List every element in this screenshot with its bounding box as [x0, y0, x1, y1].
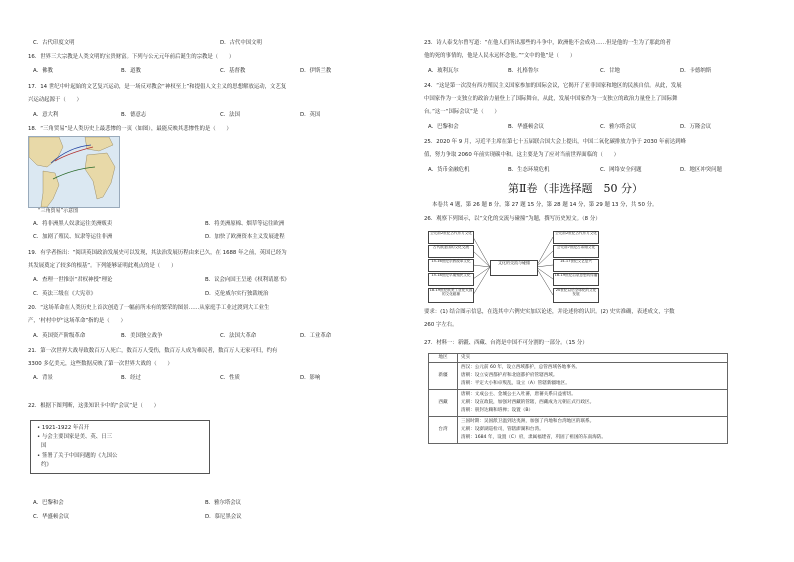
q24-stem-2: 中国家作为一支独立的政治力量登上了国际舞台，从此，发展中国家作为一支独立的政治力量登上了国际舞	[424, 96, 678, 102]
q25-option-a[interactable]: A．货币金融危机	[428, 167, 470, 173]
q25-option-c[interactable]: C．网络安全问题	[600, 167, 642, 173]
table-header-row	[429, 354, 728, 363]
table-region: 台湾	[429, 416, 458, 443]
table-row	[429, 416, 728, 443]
map-caption: “三角贸易”示意图	[38, 208, 79, 214]
q15-option-d[interactable]: D．古代中国文明	[220, 40, 262, 46]
card-line: • 1921-1922 年召开	[37, 425, 90, 431]
section-note: 本卷共 4 题，第 26 题 8 分，第 27 题 15 分，第 28 题 14 分，第 29 题 13 分，共 50 分。	[432, 202, 658, 208]
q25-option-d[interactable]: D．地区冲突问题	[680, 167, 722, 173]
q26-requirement-1: 要求：(1) 结合图示信息，在选其中六例史实加以论述，并论述你的认识。(2) 史实准确，表述成文，字数	[424, 309, 675, 315]
concept-left-box: 古代欧亚国的文化交流	[428, 245, 474, 258]
fact-line: 元朝：设宣政院，加强对西藏的管辖，西藏成为元朝正式行政区。	[461, 399, 595, 405]
card-line: 约》	[41, 462, 52, 468]
table-row	[429, 362, 728, 389]
q20-stem-1: 20．“这场革命在人类历史上首次创造了一幅前所未有的繁荣的图景……从家庭手工业过渡到大工业生	[28, 305, 270, 311]
q25-stem-2: 值，努力争取 2060 年前实现碳中和。这主要是为了应对当前世界面临的（ ）	[424, 152, 620, 158]
q22-option-c[interactable]: C．华盛顿会议	[33, 514, 70, 520]
q24-stem-3: 台。”这一“国际会议”是（ ）	[424, 109, 500, 115]
q19-option-c[interactable]: C．英法三级在《大宪章》	[33, 291, 97, 297]
q21-stem-2: 3300 多亿美元，这些数据反映了第一次世界大战的（ ）	[28, 361, 173, 367]
q18-option-d[interactable]: D．加快了欧洲资本主义发展进程	[205, 234, 285, 240]
q22-option-d[interactable]: D．慕尼黑会议	[205, 514, 242, 520]
concept-left-box: 15-18世纪早期殖民文化	[428, 273, 474, 286]
q27-stem: 27．材料一：新疆、西藏、台湾是中国不可分割的一部分。（15 分）	[424, 340, 588, 346]
q23-stem-1: 23．诗人泰戈尔曾写道：“在他人们所出那些的斗争中，欧洲他不会成功……但是他的一生为了那此的者	[424, 40, 671, 46]
triangle-trade-map-image	[29, 137, 119, 207]
q21-option-d[interactable]: D．影响	[300, 375, 321, 381]
q24-option-c[interactable]: C．雅尔塔会议	[600, 124, 637, 130]
q20-option-d[interactable]: D．工业革命	[300, 333, 332, 339]
fact-line: 唐朝：设立安西都护府和北庭都护府管辖西域。	[461, 372, 558, 378]
fact-line: 清朝：平定大小和卓叛乱，设立（A）管辖新疆地区。	[461, 380, 570, 386]
q17-stem-1: 17．14 世纪中叶起始的文艺复兴运动，是一场反对教会“神权至上”和提倡人文主义的思想解放运动，文艺复	[28, 84, 287, 90]
q25-option-b[interactable]: B．生态环境危机	[508, 167, 550, 173]
q22-stem: 22．根据下图判断，这张知识卡中的“会议”是（ ）	[28, 403, 160, 409]
q23-option-b[interactable]: B．扎格鲁尔	[508, 68, 539, 74]
q18-option-c[interactable]: C．加剧了殖民、奴隶等运往非洲	[33, 234, 113, 240]
concept-left-box: 15-16世纪宗教改革文化	[428, 259, 474, 272]
table-header: 史实	[458, 354, 728, 363]
q16-option-a[interactable]: A．佛教	[33, 68, 53, 74]
card-line: • 签署了关于中国问题的《九国公	[37, 453, 118, 459]
concept-right-box: 公元前2世纪古代东方文化	[553, 231, 599, 244]
q20-stem-2: 产，‘村村中炉’这场革命”指的是（ ）	[28, 318, 126, 324]
q20-option-b[interactable]: B．美国独立战争	[121, 333, 163, 339]
q24-option-a[interactable]: A．巴黎和会	[428, 124, 459, 130]
q17-option-c[interactable]: C．法国	[220, 112, 240, 118]
q23-option-d[interactable]: D．卡德纳斯	[680, 68, 712, 74]
q23-option-c[interactable]: C．甘地	[600, 68, 620, 74]
q15-option-c[interactable]: C．古代印度文明	[33, 40, 75, 46]
q16-option-d[interactable]: D．伊斯兰教	[300, 68, 332, 74]
q20-option-a[interactable]: A．英国资产阶级革命	[33, 333, 86, 339]
q18-option-b[interactable]: B．将美洲原棉、烟草等运往欧洲	[205, 221, 285, 227]
q20-option-c[interactable]: C．法国大革命	[220, 333, 257, 339]
table-header: 地区	[429, 354, 458, 363]
q17-option-a[interactable]: A．意大利	[33, 112, 59, 118]
table-row	[429, 389, 728, 416]
q24-option-d[interactable]: D．万隆会议	[680, 124, 712, 130]
q26-stem: 26．观察下列图示，以“文化的交流与碰撞”为题，撰写历史短文。（8 分）	[424, 216, 601, 222]
table-facts	[458, 416, 728, 443]
table-region: 西藏	[429, 389, 458, 416]
concept-right-box: 公元前7世纪古希腊文化	[553, 245, 599, 258]
concept-left-box: 18-19世纪欧美工业化大国的文化碰撞	[428, 288, 474, 303]
q19-stem-1: 19．有学者指出：“阅读英国政治发展史可以发现，其法治发展历程由来已久，在 1688 年之前，英国已经为	[28, 250, 287, 256]
q26-requirement-2: 260 字左右。	[424, 322, 458, 328]
q19-option-b[interactable]: B．议会向国王呈递《权利请愿书》	[205, 277, 290, 283]
q17-option-b[interactable]: B．德意志	[121, 112, 147, 118]
fact-line: 唐朝：文成公主、金城公主入吐蕃，唐蕃关系日益密切。	[461, 391, 576, 397]
card-line: • 与会主要国家是美、英、日三	[37, 434, 112, 440]
concept-left-box: 公元前2世纪古代东方文化	[428, 231, 474, 244]
q23-stem-2: 他的死的事情的，他是人民永远怀念他。”“文中的他”是（ ）	[424, 53, 576, 59]
q22-option-a[interactable]: A．巴黎和会	[33, 500, 64, 506]
q16-stem: 16．世界三大宗教是人类文明的宝贵财富。下列与公元元年前后诞生的宗教是（ ）	[28, 54, 235, 60]
q24-stem-1: 24．“这是第一次没有西方殖民主义国家参加的国际会议，它揭开了亚非国家和地区的民族自信。从此，发展	[424, 83, 682, 89]
q24-option-b[interactable]: B．华盛顿会议	[508, 124, 545, 130]
q23-option-a[interactable]: A．玻利瓦尔	[428, 68, 459, 74]
q17-option-d[interactable]: D．英国	[300, 112, 321, 118]
q18-option-a[interactable]: A．将非洲黑人奴隶运往美洲贩卖	[33, 221, 113, 227]
q21-option-b[interactable]: B．经过	[121, 375, 141, 381]
fact-line: 清朝：1684 年，设置（C）府，隶属福建省，巩固了祖国的东南海防。	[461, 434, 606, 440]
table-facts	[458, 362, 728, 389]
q19-option-a[interactable]: A．查理一世推崇“君权神授”理论	[33, 277, 113, 283]
q27-history-table	[428, 353, 728, 444]
fact-line: 三国时期：吴国派卫温到达夷洲，加强了内地和台湾地区的联系。	[461, 418, 595, 424]
q21-stem-1: 21．第一次世界大战导致数百万人死亡，数百万人受伤，数百万人成为难民者，数百万人无家可归，约有	[28, 348, 278, 354]
section-title: 第Ⅱ卷（非选择题 50 分）	[508, 182, 643, 195]
q25-stem-1: 25．2020 年 9 月，习近平主席在第七十五届联合国大会上提出，中国二氧化碳排放力争于 2030 年前达到峰	[424, 139, 686, 145]
triangle-trade-map	[28, 136, 120, 208]
card-line: 国	[41, 443, 47, 449]
q22-knowledge-card	[30, 420, 210, 474]
q22-option-b[interactable]: B．雅尔塔会议	[205, 500, 242, 506]
concept-center-box: 文化的交流与碰撞	[490, 260, 538, 276]
q16-option-b[interactable]: B．道教	[121, 68, 141, 74]
fact-line: 清朝：册封达赖和班禅；设置（B）	[461, 407, 534, 413]
table-region: 新疆	[429, 362, 458, 389]
q19-stem-2: 其发展奠定了较多的根基”。下列能够证明此观点的是（ ）	[28, 263, 177, 269]
q21-option-c[interactable]: C．性质	[220, 375, 240, 381]
q17-stem-2: 兴运动起源于（ ）	[28, 97, 82, 103]
fact-line: 元朝：设澎湖巡检司，管辖澎湖和台湾。	[461, 426, 544, 432]
q21-option-a[interactable]: A．背景	[33, 375, 53, 381]
concept-right-box: 20世纪以后全球化的文化发展	[553, 288, 599, 303]
q16-option-c[interactable]: C．基督教	[220, 68, 246, 74]
q18-stem: 18．“三角贸易”是人类历史上最悲惨的一页（如图），最能反映其悲惨性的是（ ）	[28, 126, 232, 132]
table-facts	[458, 389, 728, 416]
concept-right-box: 18-19世纪启蒙思想的传播	[553, 273, 599, 286]
fact-line: 西汉：公元前 60 年，设立西域都护，总管西域各地事务。	[461, 364, 581, 370]
q26-concept-diagram	[428, 231, 598, 303]
concept-right-box: 14-17世纪文艺复兴	[553, 259, 599, 272]
q19-option-d[interactable]: D．克伦威尔实行独裁统治	[205, 291, 269, 297]
